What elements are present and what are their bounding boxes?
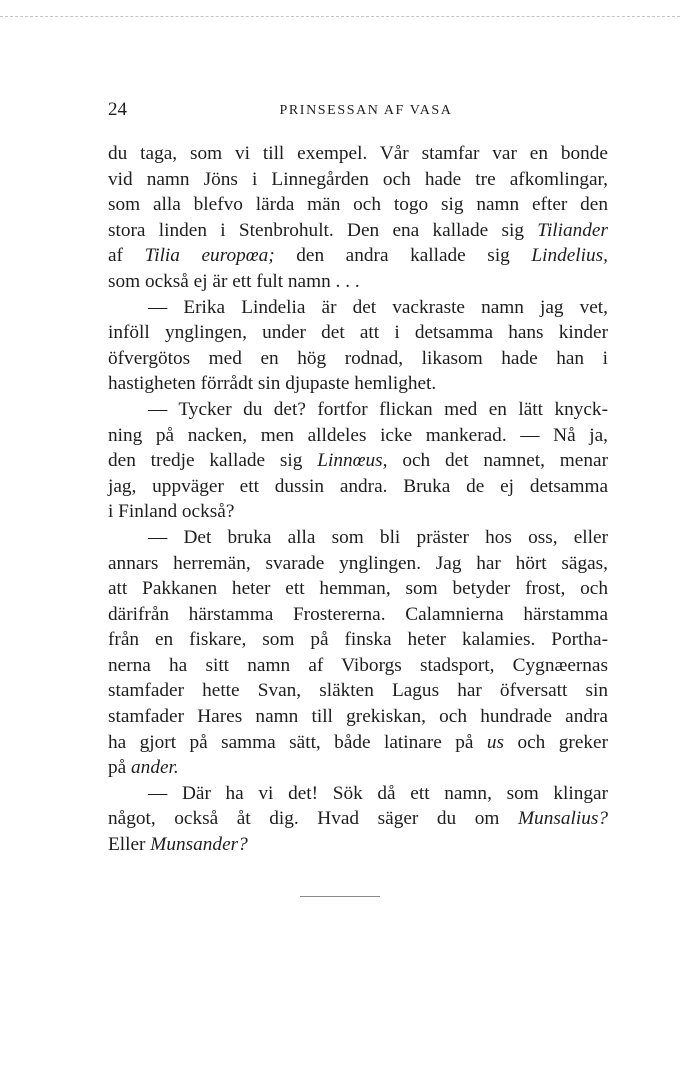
text-run: stora linden i Stenbrohult. Den ena kallade sig [108, 219, 538, 241]
text-run: som också ej är ett fult namn . . . [108, 270, 360, 292]
text-line [108, 269, 608, 295]
text-line [108, 525, 608, 551]
text-line [108, 627, 608, 653]
text-run: öfvergötos med en hög rodnad, likasom hade han i [108, 347, 608, 369]
italic-text: Munsalius? [518, 808, 608, 830]
end-rule [300, 896, 380, 897]
text-line [108, 730, 608, 756]
text-line [108, 295, 608, 321]
text-run: därifrån härstamma Frostererna. Calamnierna härstamma [108, 603, 608, 625]
top-edge-rule [0, 16, 680, 17]
text-run: och det namnet, menar [387, 450, 608, 472]
text-run: stamfader hette Svan, släkten Lagus har öfversatt sin [108, 680, 608, 702]
text-line [108, 218, 608, 244]
body-text [108, 141, 608, 858]
text-run: — Det bruka alla som bli präster hos oss, eller [148, 526, 608, 548]
text-run: på [108, 757, 132, 779]
text-line [108, 781, 608, 807]
text-line [108, 474, 608, 500]
text-line [108, 653, 608, 679]
text-run: den tredje kallade sig [108, 450, 318, 472]
text-run: hastigheten förrådt sin djupaste hemlighet. [108, 373, 437, 395]
text-line [108, 141, 608, 167]
text-run: inföll ynglingen, under det att i detsamma hans kinder [108, 322, 608, 344]
text-run: Eller [108, 834, 151, 856]
text-line [108, 499, 608, 525]
text-line [108, 704, 608, 730]
text-line [108, 678, 608, 704]
text-run: att Pakkanen heter ett hemman, som betyder frost, och [108, 578, 608, 600]
text-line [108, 167, 608, 193]
italic-text: Tilia europœa; [144, 245, 275, 267]
page-header [108, 98, 608, 124]
text-line [108, 602, 608, 628]
text-run: från en fiskare, som på finska heter kalamies. Portha- [108, 629, 608, 651]
text-run: annars herremän, svarade ynglingen. Jag har hört sägas, [108, 552, 608, 574]
text-line [108, 346, 608, 372]
text-line [108, 397, 608, 423]
text-line [108, 576, 608, 602]
text-line [108, 832, 608, 858]
text-run: af [108, 245, 145, 267]
italic-text: Munsander? [150, 834, 248, 856]
page-number: 24 [108, 99, 127, 120]
text-run: jag, uppväger ett dussin andra. Bruka de ej detsamma [108, 475, 608, 497]
italic-text: Linnœus, [317, 450, 388, 472]
text-run: som alla blefvo lärda män och togo sig namn efter den [108, 194, 608, 216]
text-line [108, 371, 608, 397]
text-run: ha gjort på samma sätt, både latinare på [108, 731, 487, 753]
text-run: — Där ha vi det! Sök då ett namn, som klingar [148, 782, 608, 804]
text-line [108, 192, 608, 218]
italic-text: Tiliander [537, 219, 608, 241]
text-line [108, 320, 608, 346]
text-run: — Tycker du det? fortfor flickan med en lätt knyck- [148, 398, 608, 420]
text-run: något, också åt dig. Hvad säger du om [108, 808, 518, 830]
running-title: PRINSESSAN AF VASA [279, 103, 453, 118]
italic-text: Lindelius, [531, 245, 608, 267]
text-line [108, 448, 608, 474]
text-run: stamfader Hares namn till grekiskan, och hundrade andra [108, 706, 608, 728]
text-line [108, 806, 608, 832]
text-run: ning på nacken, men alldeles icke mankerad. — Nå ja, [108, 424, 608, 446]
text-run: — Erika Lindelia är det vackraste namn jag vet, [148, 296, 608, 318]
italic-text: us [486, 731, 505, 753]
text-run: vid namn Jöns i Linnegården och hade tre afkomlingar, [108, 168, 608, 190]
text-run: du taga, som vi till exempel. Vår stamfar var en bonde [108, 143, 608, 164]
text-line [108, 551, 608, 577]
text-run: i Finland också? [108, 501, 235, 523]
text-run: och greker [504, 731, 608, 753]
italic-text: ander. [131, 757, 179, 779]
text-run: nerna ha sitt namn af Viborgs stadsport, Cygnæernas [108, 654, 608, 676]
text-run: den andra kallade sig [274, 245, 532, 267]
text-line [108, 423, 608, 449]
text-line [108, 243, 608, 269]
text-line [108, 755, 608, 781]
